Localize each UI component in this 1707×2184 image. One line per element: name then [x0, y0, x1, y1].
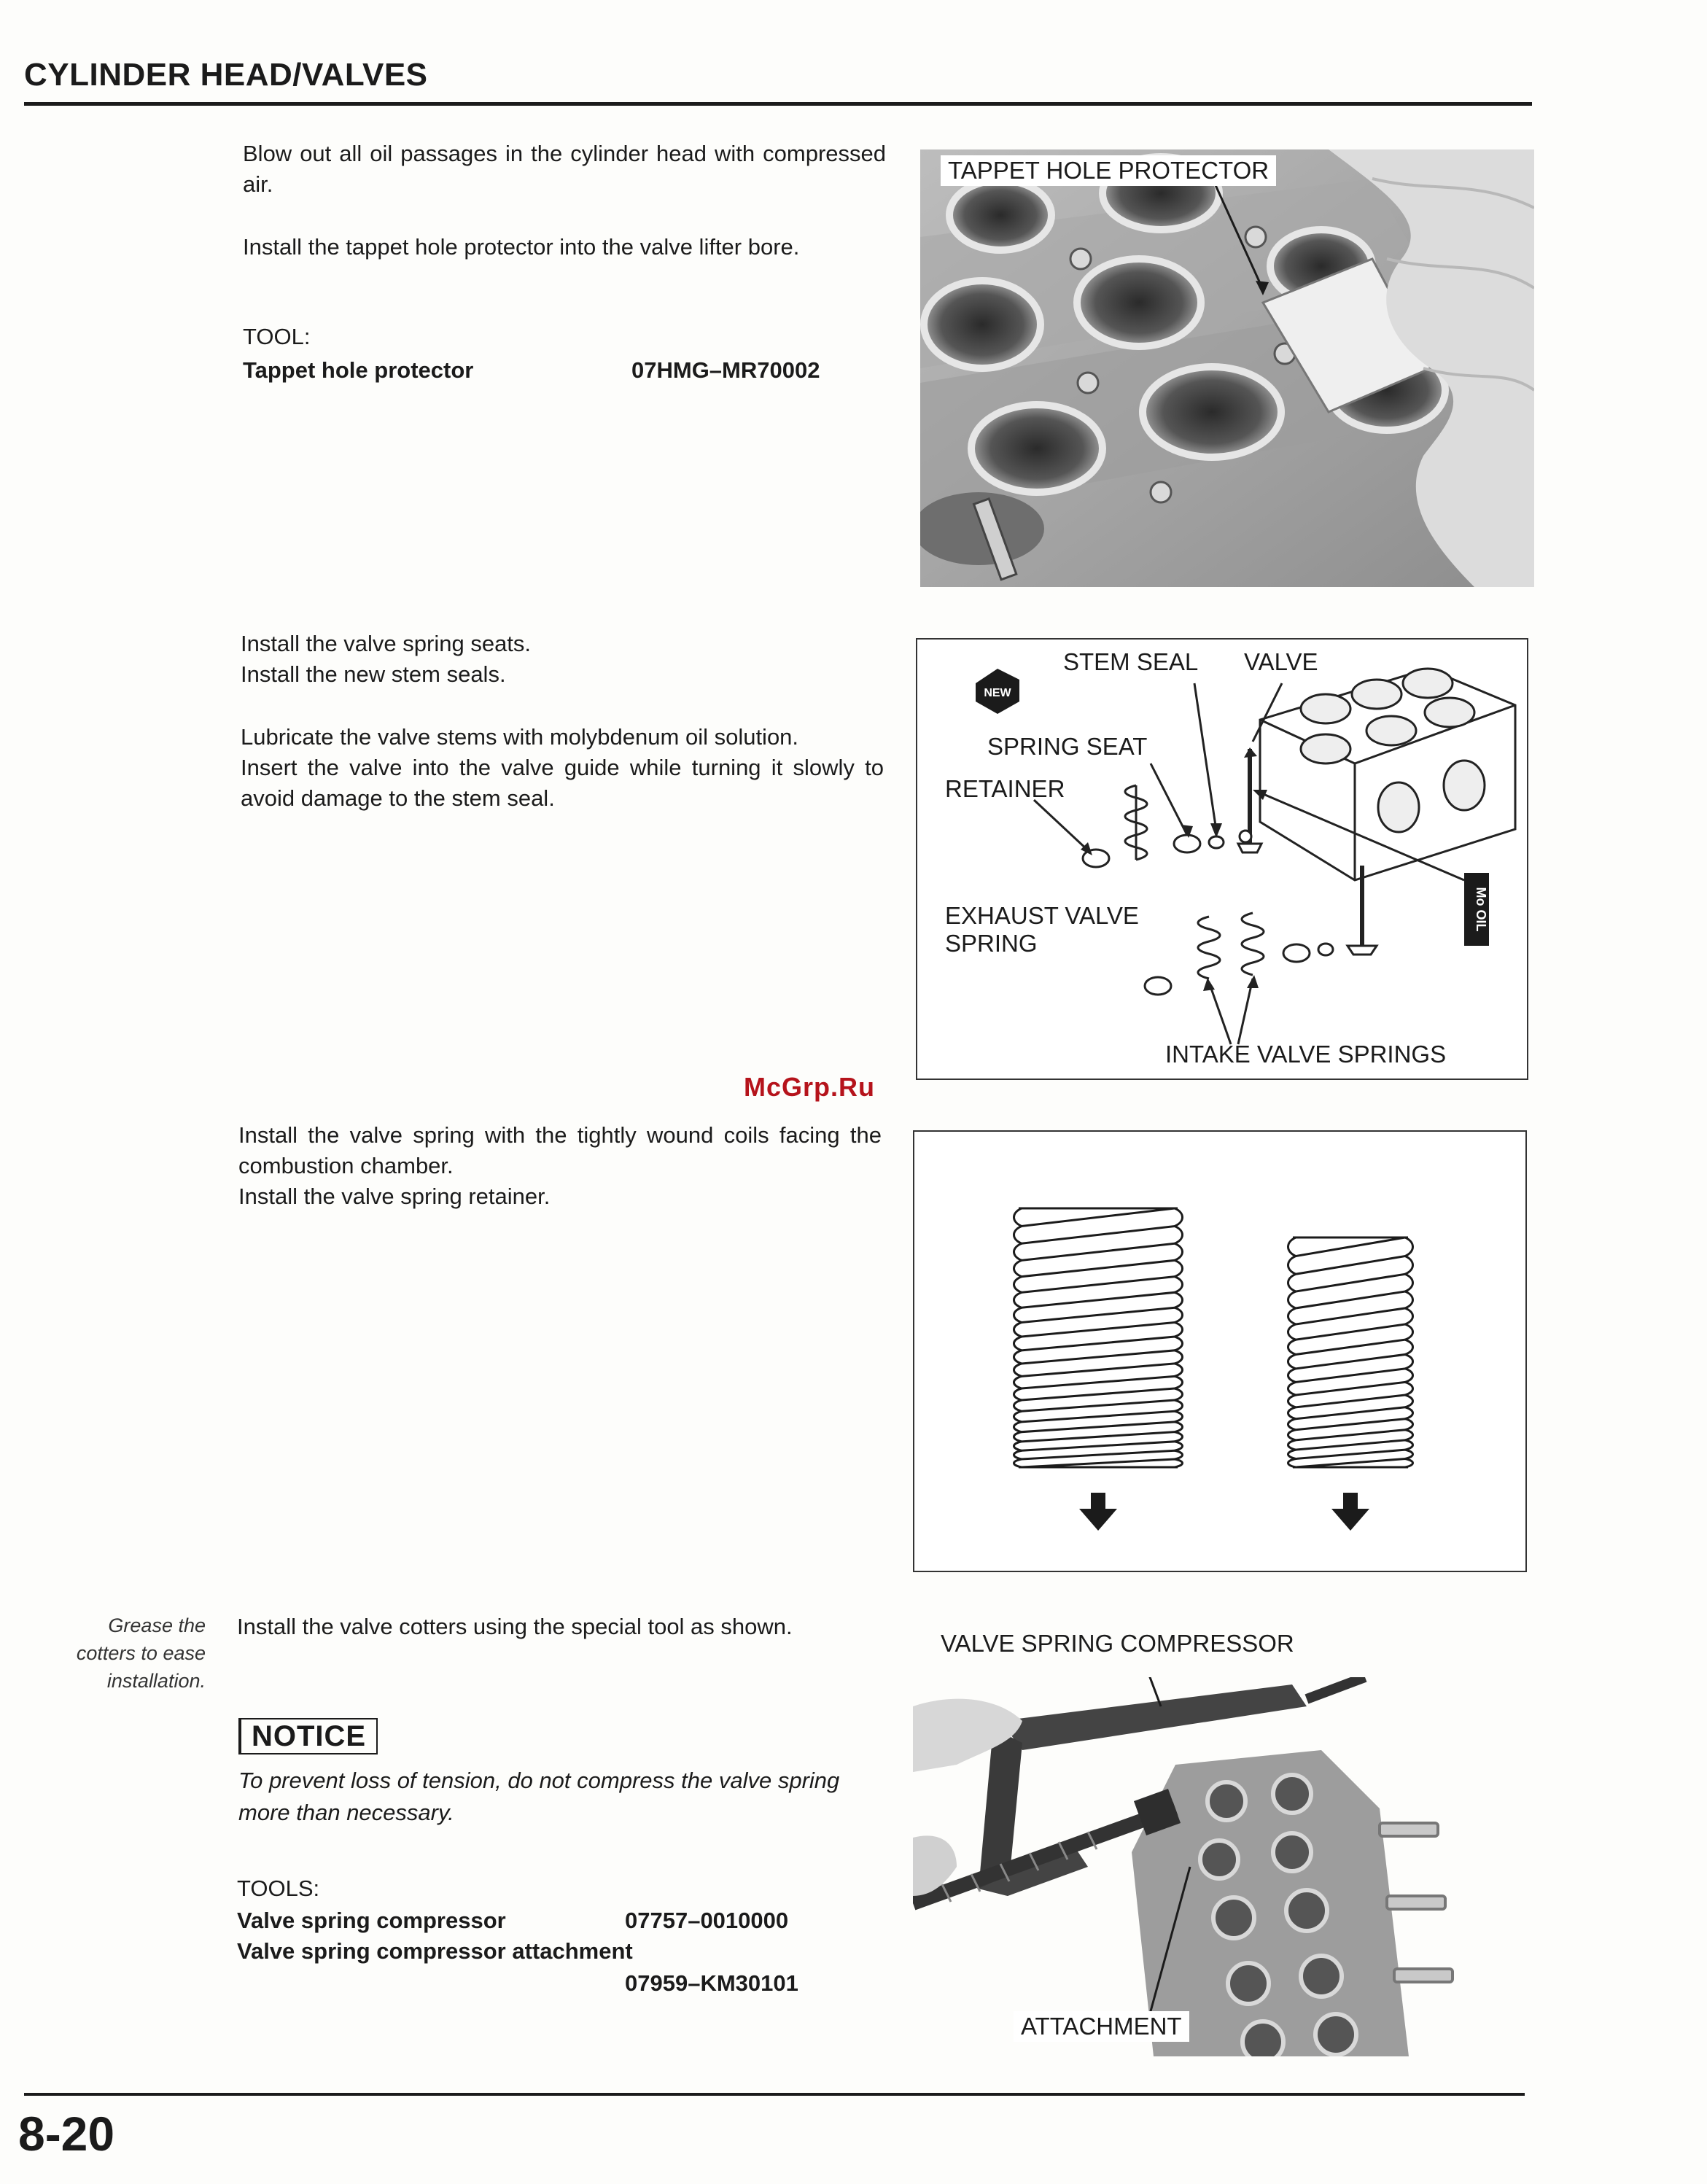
combustion-chamber-arrow-left [1079, 1493, 1117, 1531]
step-spring-seats-text [241, 629, 884, 690]
tool-code-attachment: 07959–KM30101 [625, 1970, 798, 1996]
tools-heading: TOOLS: [237, 1876, 320, 1901]
tool-heading: TOOL: [243, 324, 311, 349]
label-spring-seat: SPRING SEAT [987, 733, 1148, 760]
tool-compressor-attachment: Valve spring compressor attachment [237, 1938, 633, 1964]
tool-code: 07HMG–MR70002 [631, 357, 820, 383]
label-valve-spring-compressor: VALVE SPRING COMPRESSOR [941, 1630, 1294, 1657]
label-stem-seal: STEM SEAL [1063, 648, 1199, 675]
figure-valve-springs [913, 1130, 1527, 1572]
side-note-grease-cotters: Grease the cotters to ease installation. [76, 1614, 206, 1692]
step-stem-seals-line: Install the new stem seals. [241, 661, 506, 687]
step-install-cotters-text: Install the valve cotters using the special tool as shown. [237, 1614, 793, 1639]
notice-text: To prevent loss of tension, do not compress the valve spring more than necessary. [238, 1768, 840, 1825]
step-spring-seats-line: Install the valve spring seats. [241, 631, 532, 656]
label-valve: VALVE [1244, 648, 1318, 675]
header-rule [24, 102, 1532, 106]
combustion-chamber-arrow-right [1331, 1493, 1369, 1531]
figure-valve-exploded-diagram [916, 638, 1528, 1080]
figure-valve-spring-compressor-photo [913, 1677, 1525, 2056]
page-title: CYLINDER HEAD/VALVES [24, 57, 428, 93]
step-blow-out-text: Blow out all oil passages in the cylinder head with compressed air. [243, 141, 886, 197]
label-exhaust-valve-spring [945, 902, 1139, 957]
exhaust-spring-drawing [1014, 1208, 1183, 1467]
step-valve-spring-text: Install the valve spring with the tightly wound coils facing the combustion chamber. [238, 1122, 882, 1178]
footer-rule [24, 2093, 1525, 2096]
step-install-protector-text: Install the tappet hole protector into the valve lifter bore. [243, 234, 800, 260]
mo-oil-label: Mo OIL [1474, 887, 1488, 932]
label-exhaust-line1: EXHAUST VALVE [945, 902, 1139, 929]
label-attachment: ATTACHMENT [1014, 2011, 1189, 2042]
tool-code-compressor: 07757–0010000 [625, 1908, 789, 1933]
page-number: 8-20 [18, 2107, 115, 2161]
intake-spring-drawing [1288, 1237, 1413, 1467]
new-badge: NEW [984, 687, 1011, 699]
step-insert-valve-line: Insert the valve into the valve guide while turning it slowly to avoid damage to the stem seal. [241, 755, 884, 811]
tool-tappet-hole-protector [243, 357, 473, 384]
label-exhaust-line2: SPRING [945, 930, 1038, 957]
step-lubricate-text [241, 722, 884, 814]
notice-label: NOTICE [238, 1718, 378, 1754]
watermark: McGrp.Ru [744, 1072, 876, 1102]
figure-tappet-hole-protector-photo [920, 149, 1534, 587]
tool-valve-spring-compressor: Valve spring compressor [237, 1908, 506, 1933]
step-retainer-text: Install the valve spring retainer. [238, 1184, 551, 1209]
label-tappet-hole-protector: TAPPET HOLE PROTECTOR [941, 155, 1276, 186]
label-retainer: RETAINER [945, 775, 1065, 802]
step-lubricate-line: Lubricate the valve stems with molybdenum oil solution. [241, 724, 799, 750]
tool-name: Tappet hole protector [243, 357, 474, 383]
label-intake-valve-springs: INTAKE VALVE SPRINGS [1165, 1041, 1447, 1068]
